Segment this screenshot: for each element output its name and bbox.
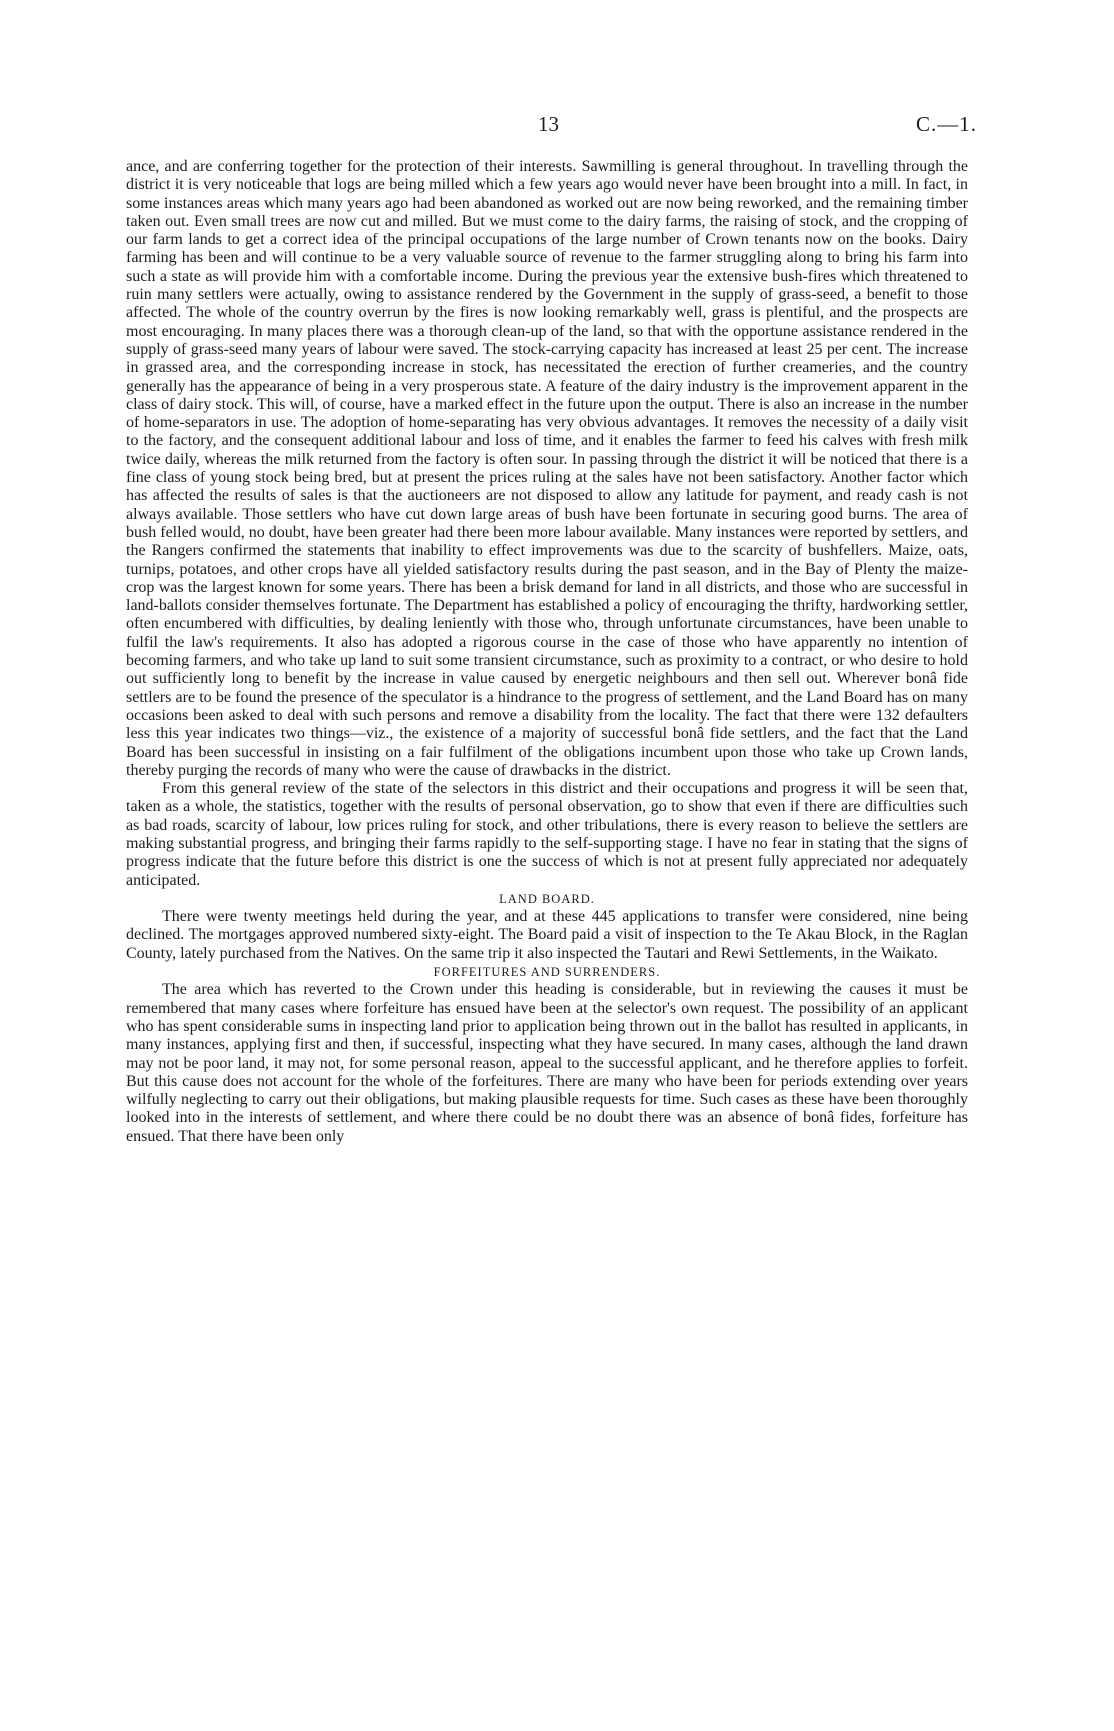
section-heading-forfeitures: FORFEITURES AND SURRENDERS.: [433, 965, 661, 980]
paragraph-land-board: There were twenty meetings held during the year, and at these 445 applications to transfer were considered, nine being declined. The mortgages approved numbered sixty-eight. The Board paid a visit of inspection to the Te Akau Block, in the Raglan County, lately purchased from the Natives. On the same trip it also inspected the Tautari and Rewi Settlements, in the Waikato.: [126, 908, 968, 962]
paragraph-settlement-review: ance, and are conferring together for the protection of their interests. Sawmilling is general throughout. In travelling through the district it is very noticeable that logs are being milled which a few years ago would never have been brought into a mill. In fact, in some instances areas which many years ago had been abandoned as worked out are now being reworked, and the remaining timber taken out. Even small trees are now cut and milled. But we must come to the dairy farms, the raising of stock, and the cropping of our farm lands to get a correct idea of the principal occupations of the large number of Crown tenants now on the books. Dairy farming has been and will continue to be a very valuable source of revenue to the farmer struggling along to bring his farm into such a state as will provide him with a comfortable income. During the previous year the extensive bush-fires which threatened to ruin many settlers were actually, owing to assistance rendered by the Government in the supply of grass-seed, a benefit to those affected. The whole of the country overrun by the fires is now looking remarkably well, grass is plentiful, and the prospects are most encouraging. In many places there was a thorough clean-up of the land, so that with the opportune assistance rendered in the supply of grass-seed many years of labour were saved. The stock-carrying capacity has increased at least 25 per cent. The increase in grassed area, and the corresponding increase in stock, has necessitated the erection of further creameries, and the country generally has the appearance of being in a very prosperous state. A feature of the dairy industry is the improvement apparent in the class of dairy stock. This will, of course, have a marked effect in the future upon the output. There is also an increase in the number of home-separators in use. The adoption of home-separating has very obvious advantages. It removes the necessity of a daily visit to the factory, and the consequent additional labour and loss of time, and it enables the farmer to feed his calves with fresh milk twice daily, whereas the milk returned from the factory is often sour. In passing through the district it will be noticed that there is a fine class of young stock being bred, but at present the prices ruling at the sales have not been satisfactory. Another factor which has affected the results of sales is that the auctioneers are not disposed to allow any latitude for payment, and ready cash is not always available. Those settlers who have cut down large areas of bush have been fortunate in securing good burns. The area of bush felled would, no doubt, have been greater had there been more labour available. Many instances were reported by settlers, and the Rangers confirmed the statements that inability to effect improvements was due to the scarcity of bushfellers. Maize, oats, turnips, potatoes, and other crops have all yielded satisfactory results during the past season, and in the Bay of Plenty the maize-crop was the largest known for some years. There has been a brisk demand for land in all districts, and those who are successful in land-ballots consider themselves fortunate. The Department has established a policy of encouraging the thrifty, hardworking settler, often encumbered with difficulties, by dealing leniently with those who, through unfortunate circumstances, have been unable to fulfil the law's requirements. It also has adopted a rigorous course in the case of those who have apparently no intention of becoming farmers, and who take up land to suit some transient circumstance, such as proximity to a contract, or who desire to hold out sufficiently long to benefit by the increase in value caused by energetic neighbours and then sell out. Wherever bonâ fide settlers are to be found the presence of the speculator is a hindrance to the progress of settlement, and the Land Board has on many occasions been asked to deal with such persons and remove a disability from the locality. The fact that there were 132 defaulters less this year indicates two things—viz., the existence of a majority of successful bonâ fide settlers, and the fact that the Land Board has been successful in insisting on a fair fulfilment of the obligations incumbent upon those who take up Crown lands, thereby purging the records of many who were the cause of drawbacks in the district.: [126, 158, 968, 779]
paper-reference: C.—1.: [916, 112, 978, 136]
page-header: [0, 112, 1114, 142]
page-number: 13: [538, 112, 559, 136]
paragraph-general-review: From this general review of the state of the selectors in this district and their occupations and progress it will be seen that, taken as a whole, the statistics, together with the results of personal observation, go to show that even if there are difficulties such as bad roads, scarcity of labour, low prices ruling for stock, and other tribulations, there is every reason to believe the settlers are making substantial progress, and bringing their farms rapidly to the self-supporting stage. I have no fear in stating that the signs of progress indicate that the future before this district is one the success of which is not at present fully appreciated nor adequately anticipated.: [126, 780, 968, 889]
document-body: [126, 158, 968, 1146]
paragraph-forfeitures: The area which has reverted to the Crown under this heading is considerable, but in reviewing the causes it must be remembered that many cases where forfeiture has ensued have been at the selector's own request. The possibility of an applicant who has spent considerable sums in inspecting land prior to application being thrown out in the ballot has resulted in applicants, in many instances, applying first and then, if successful, inspecting what they have secured. In many cases, although the land drawn may not be poor land, it may not, for some personal reason, appeal to the successful applicant, and he therefore applies to forfeit. But this cause does not account for the whole of the forfeitures. There are many who have been for periods extending over years wilfully neglecting to carry out their obligations, but making plausible requests for time. Such cases as these have been thoroughly looked into in the interests of settlement, and where there could be no doubt there was an absence of bonâ fides, forfeiture has ensued. That there have been only: [126, 981, 968, 1145]
section-heading-land-board: LAND BOARD.: [499, 891, 595, 906]
